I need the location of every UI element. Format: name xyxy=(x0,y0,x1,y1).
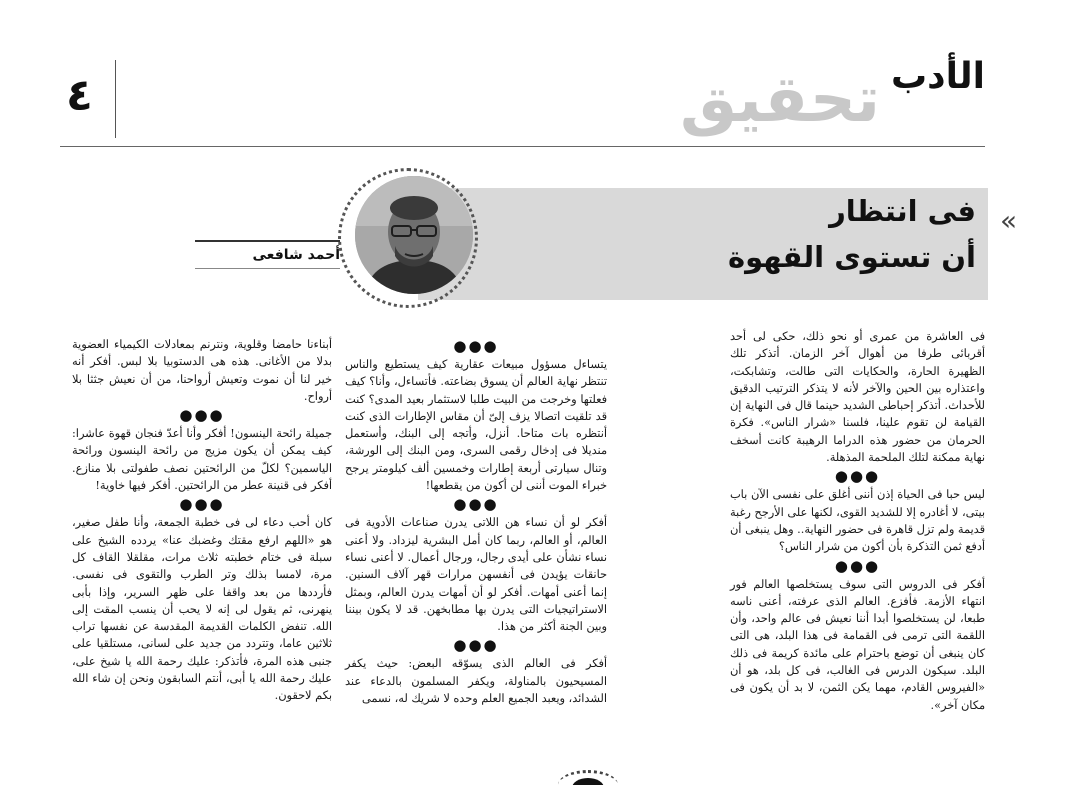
author-rule-bottom xyxy=(195,268,340,269)
author-portrait xyxy=(355,176,473,294)
section-separator: ●●● xyxy=(453,495,499,514)
paragraph: فى العاشرة من عمرى أو نحو ذلك، حكى لى أحد أقربائى طرفا من أهوال آخر الزمان. أتذكر تلك الظهيرة الحارة، والحكايات التى طالت، وتشابكت، واعتذاره بين الحين والآخر لأنه لا يتذكر الترتيب الدقيق للأحداث. أتذكر إحباطى الشديد حينما قال فى النهاية إن القيامة لن تقوم علينا، فلسنا «شرار الناس». فكرة الحرمان من حضور هذه الدراما الرهيبة كانت أسخف نهاية ممكنة لتلك الملحمة المذهلة. xyxy=(730,330,985,465)
header-divider-horizontal xyxy=(60,146,985,147)
author-portrait-drawing xyxy=(355,176,473,294)
article-column-middle xyxy=(345,336,607,707)
section-separator: ●●● xyxy=(834,556,881,575)
header-divider-vertical xyxy=(115,60,116,138)
paragraph: ليس حبا فى الحياة إذن أننى أغلق على نفسى الآن باب بيتى، لا أغادره إلا للشديد القوى، لكنها على الأرجح رغبة قديمة ولم تزل قاهرة فى حضور النهاية.. وهل ينبغى أن أدفع ثمن التذكرة بأن أكون من شرار الناس؟ xyxy=(730,488,985,554)
article-column-left xyxy=(72,336,332,705)
section-separator: ●●● xyxy=(179,406,225,425)
article-title-line-1: فى انتظار xyxy=(829,194,976,228)
author-rule-top xyxy=(195,240,340,242)
page-number: ٤ xyxy=(66,70,93,121)
paragraph: أفكر فى العالم الذى يسوّقه البعض: حيث يكفر المسيحيون بالمناولة، ويكفر المسلمون بالدعاء عند الشدائد، ويعبد الجميع العلم وحده لا شريك له، نسمى xyxy=(345,657,607,706)
paragraph: أبناءنا حامضا وقلوية، ونترنم بمعادلات الكيمياء العضوية بدلا من الأغانى. هذه هى الدستوبيا بلا لبس. أفكر أنه خير لنا أن نموت وتعيش أرواحنا، من أن نعيش جثثا بلا أرواح. xyxy=(72,338,332,403)
section-separator: ●●● xyxy=(179,495,225,514)
paragraph: أفكر فى الدروس التى سوف يستخلصها العالم فور انتهاء الأزمة. فأفزع. العالم الذى عرفته، أعنى ناسه طبعا، لن يستخلصوا أبدا أننا نعيش فى عالم واحد، وأن اللقمة التى ترمى فى القمامة فى هذا البلد، هى التى كان ينبغى أن توضع باحترام على مائدة كريمة فى ذلك البلد. سيكون الدرس فى الغالب، فى كل بلد، هو أن «الفيروس القادم، مهما يكن الثمن، لا بد أن يكون فى مكان آخر». xyxy=(730,577,985,712)
article-title-line-2: أن تستوى القهوة xyxy=(727,240,976,274)
paragraph: أفكر لو أن نساء هن اللاتى يدرن صناعات الأدوية فى العالم، أو العالم، ربما كان أمل البشرية ليزداد. ولا أعنى نساء نشأن على أيدى رجال، ورجال أعمال. لا أعنى نساء حانقات يؤيدن فى أنفسهن مرارات قهر آلاف السنين. إنما أعنى أمهات. أفكر لو أن أمهات يدرن العالم، وبمثل الاستراتيجيات التى يدرن بها مطابخهن. قد لا يكون بيننا وبين الجنة أكثر من هذا. xyxy=(345,516,607,634)
section-label-adab: الأدب xyxy=(890,56,985,97)
author-name: أحمد شافعى xyxy=(252,247,340,263)
article-title-box xyxy=(418,188,988,300)
quote-mark-icon: » xyxy=(1000,204,1018,237)
section-separator: ●●● xyxy=(453,636,499,655)
section-label-tahqiq: تحقيق xyxy=(679,63,880,137)
section-separator: ●●● xyxy=(834,467,881,486)
section-separator: ●●● xyxy=(453,337,499,355)
paragraph: جميلة رائحة الينسون! أفكر وأنا أعدّ فنجان قهوة عاشرا: كيف يمكن أن يكون مزيج من رائحة الينسون ورائحة الياسمين؟ لكلّ من الرائحتين نصف طفولتى بلا منازع. أفكر فى قنينة عطر من الرائحتين. أفكر فيها خاوية! xyxy=(72,427,332,493)
article-column-right xyxy=(730,328,985,714)
paragraph: كان أحب دعاء لى فى خطبة الجمعة، وأنا طفل صغير، هو «اللهم ارفع مقتك وغضبك عنا» يردده الشيخ على سبلة فى ختام خطبته ثلاث مرات، مقلقلا القاف كل مرة، لامسا بذلك وتر الطرب والتقوى فى نفسى. فأرددها من بعد واقفا على ظهر السرير، وإذا بأبى ينهرنى، ثم يقول لى إنه لا يحب أن ينسب المقت إلى الله. تنفض الكلمات القديمة المقدسة عن نفسها تراب ثلاثين عاما، وتتردد من جديد على لسانى، مستلقيا على جنبى هذه المرة، فأتذكر: عليك رحمة الله يا شيخ على، عليك رحمة الله يا أبى، أنتم السابقون ونحن إن شاء الله بكم لاحقون. xyxy=(72,516,332,703)
paragraph: يتساءل مسؤول مبيعات عقارية كيف يستطيع والناس تنتظر نهاية العالم أن يسوق بضاعته. فأتساءل، وأنا؟ كيف فعلتها وخرجت من البيت طلبا لاستثمار بعيد المدى؟ كنت قد تلقيت اتصالا يزف إلىّ أن مقاس الإطارات الذى كنت أنتظره بات متاحا. أنزل، وأتجه إلى البنك، وأستعمل منديلا فى إدخال رقمى السرى، ومن البنك إلى الورشة، وتنال سيارتى أربعة إطارات وخمسين ألف كيلومتر يرجح خبراء الموت أننى لن أكون من يقطعها! xyxy=(345,358,607,493)
